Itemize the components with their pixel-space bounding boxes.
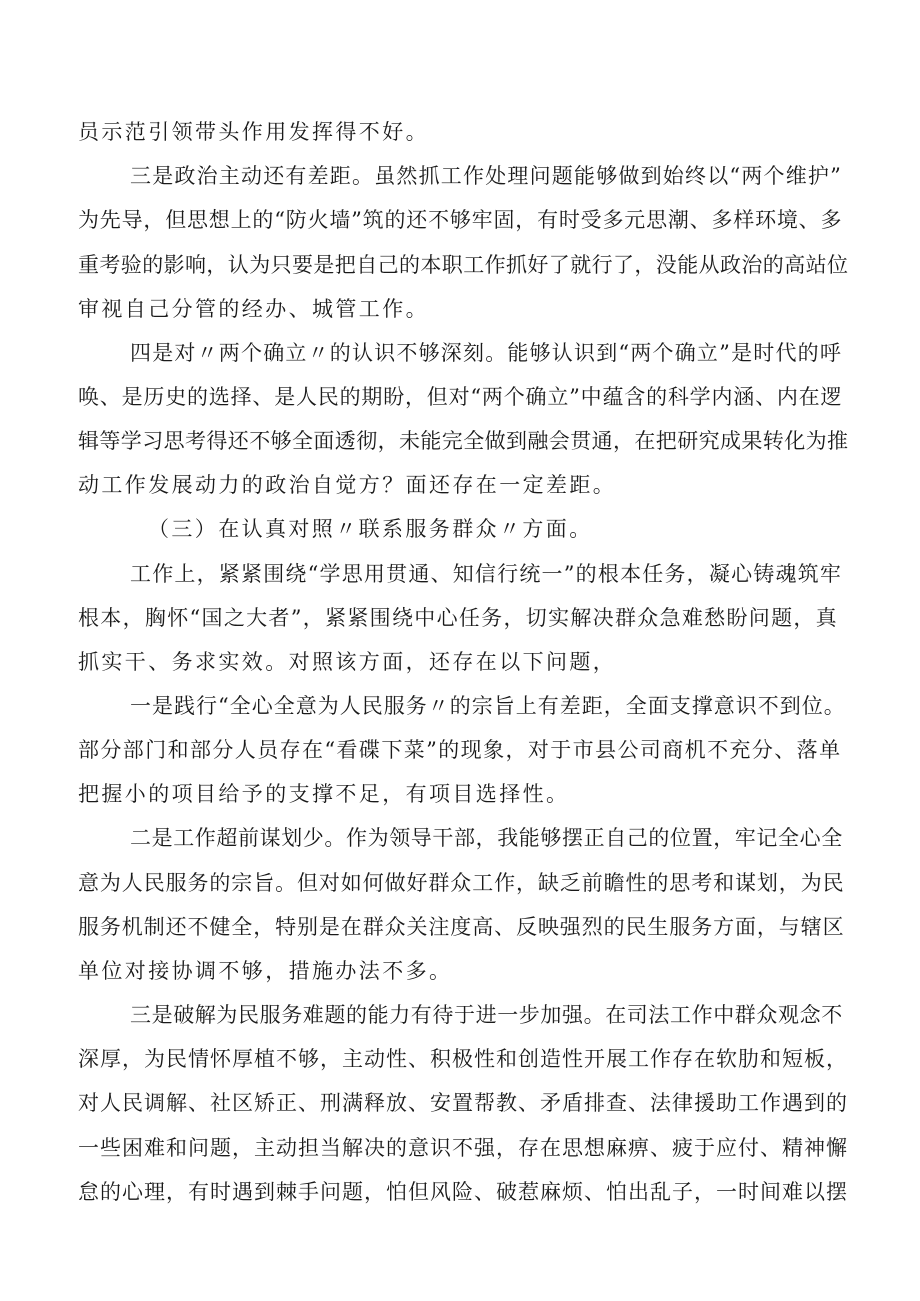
text-line: 把握小的项目给予的支撑不足，有项目选择性。 [78, 782, 570, 806]
paragraph-first-line: 四是对〃两个确立〃的认识不够深刻。能够认识到“两个确立”是时代的呼 [130, 341, 843, 365]
text-line: 审视自己分管的经办、城管工作。 [78, 297, 429, 321]
text-line: 唤、是历史的选择、是人民的期盼，但对“两个确立”中蕴含的科学内涵、内在逻 [78, 385, 843, 409]
section-heading: （三）在认真对照〃联系服务群众〃方面。 [148, 517, 593, 541]
text-line: 部分部门和部分人员存在“看碟下菜”的现象，对于市县公司商机不充分、落单 [78, 738, 842, 762]
paragraph-first-line: 三是破解为民服务难题的能力有待于进一步加强。在司法工作中群众观念不 [130, 1003, 843, 1027]
paragraph-first-line: 三是政治主动还有差距。虽然抓工作处理问题能够做到始终以“两个维护” [130, 164, 843, 188]
text-line: 单位对接协调不够，措施办法不多。 [78, 959, 453, 983]
text-line: 怠的心理，有时遇到棘手问题，怕但风险、破惹麻烦、怕出乱子，一时间难以摆 [78, 1180, 848, 1204]
text-line: 深厚，为民情怀厚植不够，主动性、积极性和创造性开展工作存在软肋和短板， [78, 1047, 848, 1071]
text-line: 动工作发展动力的政治自觉方？面还存在一定差距。 [78, 473, 617, 497]
text-line: 意为人民服务的宗旨。但对如何做好群众工作，缺乏前瞻性的思考和谋划，为民 [78, 871, 845, 895]
text-line: 对人民调解、社区矫正、刑满释放、安置帮教、矛盾排查、法律援助工作遇到的 [78, 1091, 848, 1115]
text-line: 服务机制还不健全，特别是在群众关注度高、反映强烈的民生服务方面，与辖区 [78, 915, 845, 939]
paragraph-first-line: 一是践行“全心全意为人民服务〃的宗旨上有差距，全面支撑意识不到位。 [130, 694, 846, 718]
text-line: 辑等学习思考得还不够全面透彻，未能完全做到融会贯通，在把研究成果转化为推 [78, 429, 849, 453]
text-line: 员示范引领带头作用发挥得不好。 [78, 120, 429, 144]
paragraph-first-line: 工作上，紧紧围绕“学思用贯通、知信行统一”的根本任务，凝心铸魂筑牢 [130, 562, 843, 586]
text-line: 为先导，但思想上的“防火墙”筑的还不够牢固，有时受多元思潮、多样环境、多 [78, 208, 843, 232]
text-line: 重考验的影响，认为只要是把自己的本职工作抓好了就行了，没能从政治的高站位 [78, 253, 849, 277]
text-line: 抓实干、务求实效。对照该方面，还存在以下问题， [78, 650, 617, 674]
text-line: 一些困难和问题，主动担当解决的意识不强，存在思想麻痹、疲于应付、精神懈 [78, 1136, 848, 1160]
text-line: 根本，胸怀“国之大者”，紧紧围绕中心任务，切实解决群众急难愁盼问题，真 [78, 606, 838, 630]
paragraph-first-line: 二是工作超前谋划少。作为领导干部，我能够摆正自己的位置，牢记全心全 [130, 826, 843, 850]
